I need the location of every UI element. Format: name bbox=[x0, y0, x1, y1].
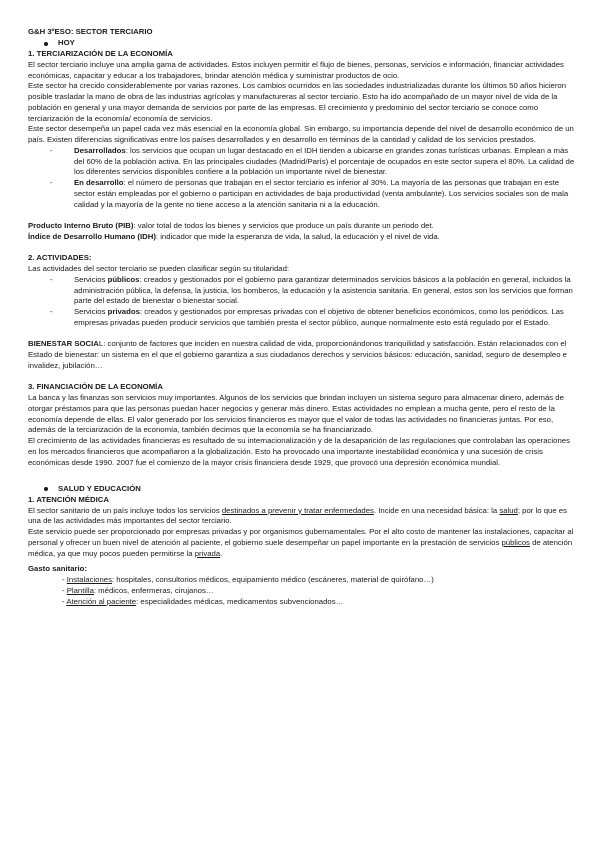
paragraph bbox=[28, 527, 576, 559]
definition-bienestar bbox=[28, 339, 576, 371]
paragraph: El crecimiento de las actividades financieras es resultado de su internacionalización y de la desaparición de las regulaciones que controlaban las operaciones en los mercados financieros que acompañaron a la globalización. Esto ha provocado una importante inestabilidad económica y una sucesión de crisis económicas desde 1990. 2007 fue el comienzo de la mayor crisis financiera desde 1929, que provocó una depresión económica mundial. bbox=[28, 436, 570, 467]
item-text: : hospitales, consultorios médicos, equipamiento médico (escáneres, material de quirófano…) bbox=[111, 575, 434, 584]
underlined-text: destinados a prevenir y tratar enfermedades bbox=[221, 505, 374, 515]
bullet-dot-icon bbox=[44, 487, 48, 491]
paragraph: Este sector desempeña un papel cada vez más esencial en la economía global. Sin embargo, su importancia depende del nivel de desarrollo económico de un país. Existen diferencias significativas entre los países desarrollados y en desarrollo en términos de la cantidad y calidad de los servicios prestados. bbox=[28, 124, 574, 144]
document-title: G&H 3ºESO: SECTOR TERCIARIO bbox=[28, 27, 153, 36]
paragraph: Este sector ha crecido considerablemente por varias razones. Los cambios ocurridos en las sociedades industrializadas durante los últimos 50 años hicieron posible trasladar la mano de obra de las industrias agrícolas y manufactureras al sector terciario. Esto ha ido acompañado de un mayor nivel de vida de la población en general y una mayor demanda de servicios por parte de las empresas. El crecimiento y predominio del sector terciario se conoce como terciarización de la economía/ economía de servicios. bbox=[28, 81, 567, 123]
text-run: ; por lo que es una de las actividades más importantes del sector terciario. bbox=[28, 505, 567, 526]
item-prefix: Servicios bbox=[74, 307, 108, 316]
list-item: - Instalaciones: hospitales, consultorios médicos, equipamiento médico (escáneres, material de quirófano…) bbox=[62, 575, 434, 584]
item-text: : creados y gestionados por el gobierno para garantizar determinados servicios básicos a la población en general, incluidos la administración pública, la defensa, la justicia, los bomberos, la educación y la asistencia sanitaria. En general, estos son los servicios que forman parte del estado de bienestar o bienestar social. bbox=[74, 274, 573, 306]
heading-terciarizacion: 1. TERCIARIZACIÓN DE LA ECONOMÍA bbox=[28, 49, 173, 58]
heading-actividades: 2. ACTIVIDADES: bbox=[28, 253, 92, 263]
term-publicos: públicos bbox=[107, 274, 140, 284]
term-atencion-paciente: Atención al paciente bbox=[66, 596, 137, 606]
term-plantilla: Plantilla bbox=[66, 585, 94, 595]
definition-pib bbox=[28, 221, 576, 232]
list-item: - Plantilla: médicos, enfermeras, cirujanos… bbox=[62, 585, 214, 595]
item-text: : los servicios que ocupan un lugar destacado en el IDH tienden a ubicarse en grandes zonas turísticas urbanas. Emplean a más del 60% de la población activa. En las principales ciudades (Madrid/París) el porcentaje de ocupados en este sector supera el 80%. La calidad de los diferentes servicios disponibles confiere a la población un importante nivel de bienestar. bbox=[74, 145, 575, 177]
text-run: . bbox=[220, 548, 223, 558]
section-salud-educacion bbox=[28, 484, 576, 495]
term-instalaciones: Instalaciones bbox=[66, 575, 112, 584]
term-desarrollados: Desarrollados bbox=[74, 145, 126, 155]
definition-text: : valor total de todos los bienes y servicios que produce un país durante un periodo det. bbox=[133, 221, 434, 230]
heading-atencion-medica: 1. ATENCIÓN MÉDICA bbox=[28, 494, 109, 504]
definition-text: L: conjunto de factores que inciden en nuestra calidad de vida, proporcionándonos tranquilidad y satisfacción. Están relacionados con el Estado de bienestar: un sistema en el que el gobierno garantiza a sus ciudadanos derechos y servicios básicos: educación, sanidad, seguro de desempleo e invalidez, jubilación… bbox=[28, 339, 567, 370]
underlined-text: privada bbox=[194, 548, 221, 558]
dash-bullet-icon: - bbox=[50, 274, 53, 284]
section-hoy-label: HOY bbox=[58, 38, 75, 48]
services-list bbox=[28, 275, 576, 329]
section-hoy bbox=[28, 38, 576, 49]
heading-gasto-sanitario: Gasto sanitario: bbox=[28, 564, 87, 574]
underlined-text: salud bbox=[499, 505, 518, 515]
list-item bbox=[50, 146, 576, 178]
gasto-list bbox=[28, 575, 576, 607]
document-page bbox=[28, 27, 576, 607]
list-item bbox=[50, 178, 576, 210]
list-item bbox=[50, 275, 576, 307]
dash-bullet-icon: - bbox=[50, 307, 53, 316]
paragraph bbox=[28, 506, 576, 528]
bullet-dot-icon bbox=[44, 42, 48, 46]
term-bienestar: BIENESTAR SOCIA bbox=[28, 339, 99, 349]
paragraph: Las actividades del sector terciario se pueden clasificar según su titularidad: bbox=[28, 264, 290, 273]
dash-bullet-icon: - bbox=[50, 145, 53, 155]
heading-financiacion: 3. FINANCIACIÓN DE LA ECONOMÍA bbox=[28, 382, 163, 392]
list-item: - Atención al paciente: especialidades médicas, medicamentos subvencionados… bbox=[62, 596, 344, 606]
item-text: : especialidades médicas, medicamentos subvencionados… bbox=[136, 596, 344, 606]
section-salud-label: SALUD Y EDUCACIÓN bbox=[58, 484, 141, 493]
term-pib: Producto Interno Bruto (PIB) bbox=[28, 221, 134, 230]
item-text: : el número de personas que trabajan en el sector terciario es inferior al 30%. La mayoría de las personas que trabajan en este sector están empleadas por el gobierno o participan en actividades de baja productividad (venta ambulante). Los servicios sociales son de mala calidad y la mayoría de la gente no tiene acceso a la atención sanitaria ni a la educación. bbox=[74, 178, 569, 209]
item-text: : creados y gestionados por empresas privadas con el objetivo de obtener beneficios económicos, como los periódicos. Las empresas privadas pueden producir servicios que también presta el sector público, aunque normalmente esto está regulado por el Estado. bbox=[74, 307, 564, 327]
development-list bbox=[28, 146, 576, 211]
term-idh: Índice de Desarrollo Humano (IDH) bbox=[28, 231, 156, 241]
term-en-desarrollo: En desarrollo bbox=[74, 178, 124, 187]
dash-bullet-icon: - bbox=[50, 178, 53, 187]
item-prefix: Servicios bbox=[74, 274, 108, 284]
definition-idh bbox=[28, 232, 576, 243]
term-privados: privados bbox=[107, 307, 140, 316]
text-run: . Incide en una necesidad básica: la bbox=[373, 505, 500, 515]
definition-text: : indicador que mide la esperanza de vida, la salud, la educación y el nivel de vida. bbox=[155, 231, 440, 241]
paragraph: La banca y las finanzas son servicios muy importantes. Algunos de los servicios que brindan incluyen un sistema seguro para almacenar dinero, además de otorgar préstamos para que las personas puedan hacer negocios y generar más dinero. Estas actividades no emplean a mucha gente, pero el resto de la economía depende de ellas. El valor generado por los servicios financieros es mayor que el valor de todas las actividades no financieras juntas. Por eso, además de la terciarización de la economía, también decimos que la economía se ha financiarizado. bbox=[28, 393, 564, 435]
text-run: de atención médica, ya que muy pocos pueden permitirse la bbox=[28, 537, 573, 558]
paragraph: El sector terciario incluye una amplia gama de actividades. Estos incluyen permitir el flujo de bienes, personas, servicios e información, financiar actividades económicas, capacitar y educar a los trabajadores, brindar atención médica y suministrar productos de ocio. bbox=[28, 59, 564, 80]
text-run: El sector sanitario de un país incluye todos los servicios bbox=[28, 505, 222, 515]
list-item bbox=[50, 307, 576, 329]
text-run: Este servicio puede ser proporcionado por empresas privadas y por organismos gubernamentales. Por el alto costo de mantener las instalaciones, capacitar al personal y ofrecer un buen nivel de atención al paciente, el gobierno suele desempeñar un papel importante en la prestación de servicios bbox=[28, 527, 574, 547]
underlined-text: públicos bbox=[501, 537, 530, 547]
item-text: : médicos, enfermeras, cirujanos… bbox=[93, 585, 214, 595]
